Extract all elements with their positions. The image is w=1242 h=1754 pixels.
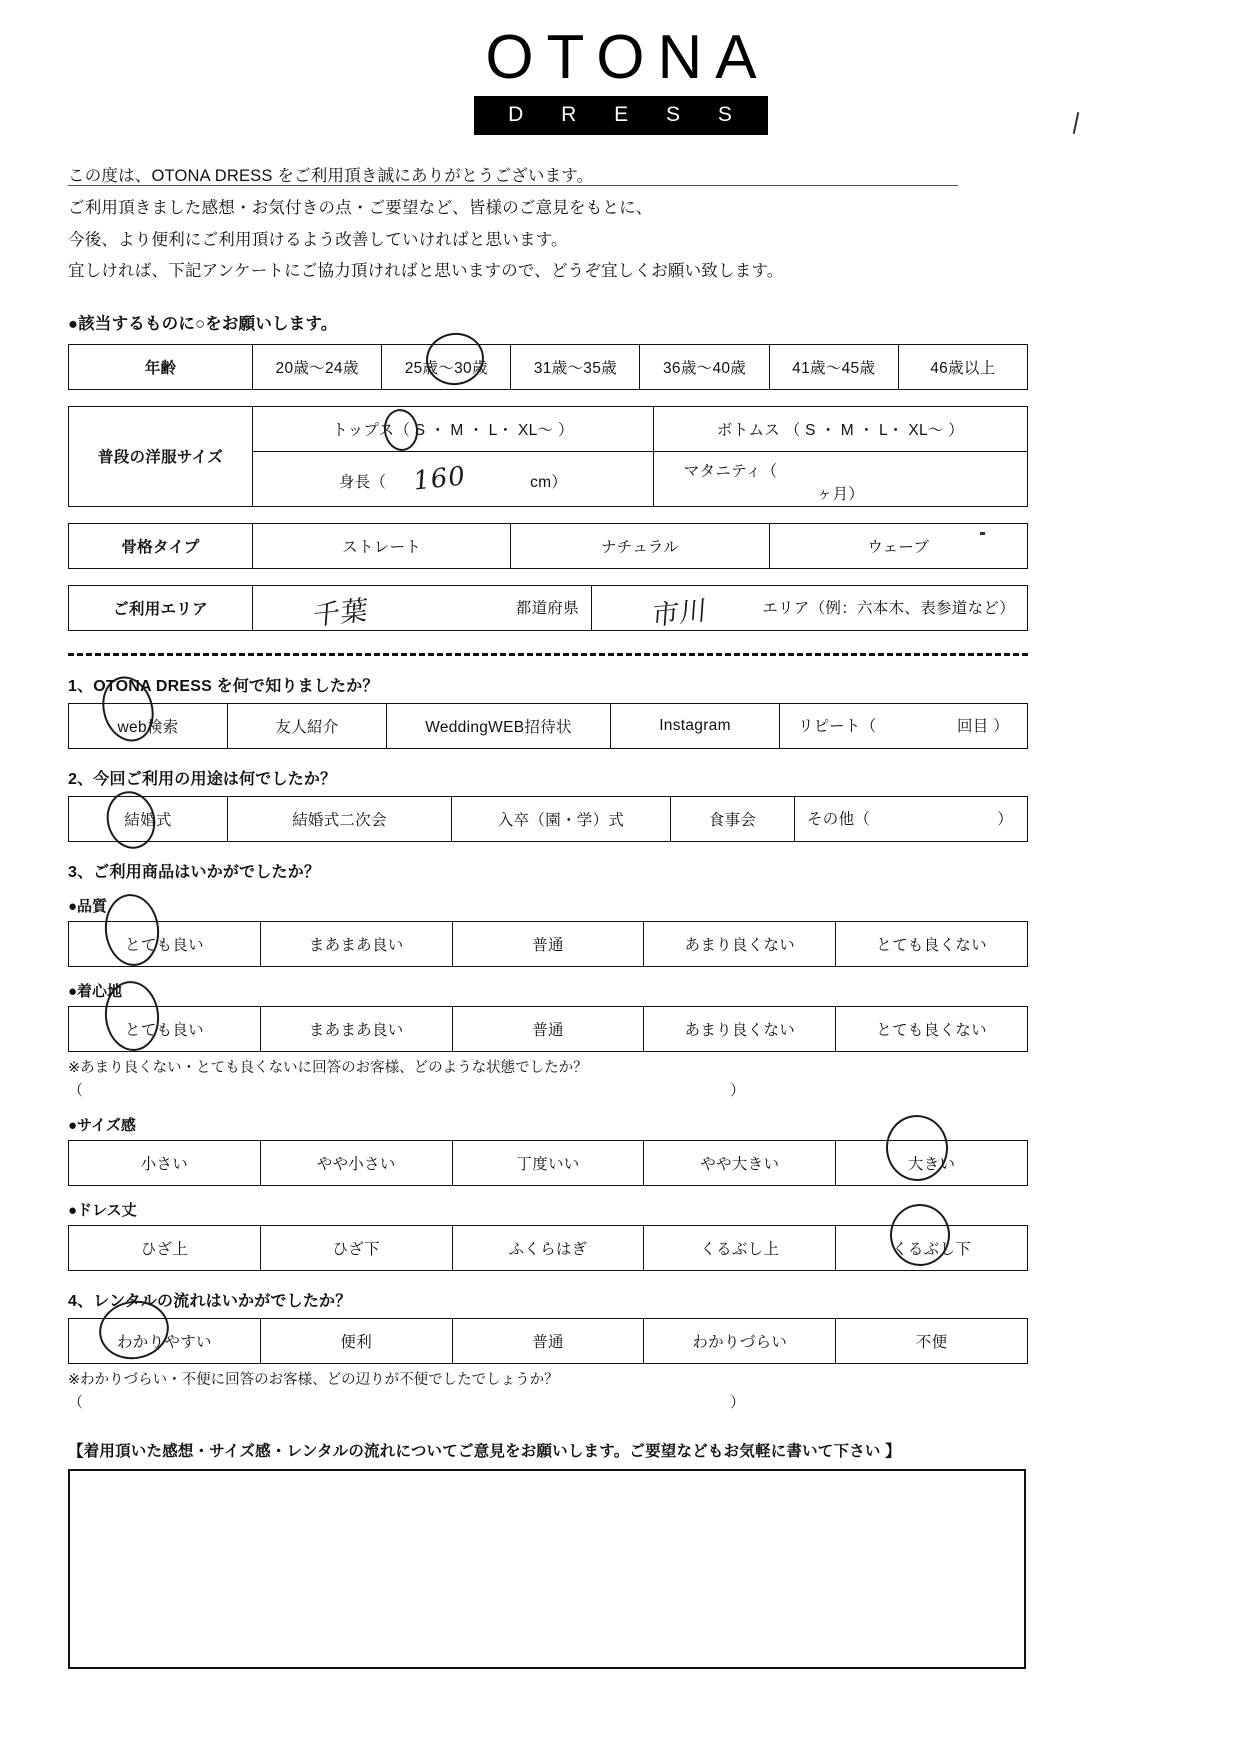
- length-option-above-knee[interactable]: ひざ上: [69, 1225, 261, 1270]
- q1-option-friend[interactable]: 友人紹介: [228, 703, 387, 748]
- q3-title: 3、ご利用商品はいかがでしたか？: [68, 863, 321, 881]
- q2-option-afterparty[interactable]: 結婚式二次会: [228, 796, 452, 841]
- q3-size-feel-row: [69, 1140, 1028, 1185]
- skeleton-option-straight[interactable]: ストレート: [253, 523, 511, 568]
- area-sublabel: エリア（例：六本木、表参道など）: [762, 599, 1015, 617]
- q3-dress-length-row: [69, 1225, 1028, 1270]
- age-option-41-45[interactable]: 41歳〜45歳: [769, 344, 898, 389]
- q2-selection-circle: [101, 786, 162, 854]
- paren-open-q4: （: [68, 1393, 84, 1411]
- height-unit: cm）: [530, 473, 568, 491]
- age-row: [69, 344, 1028, 389]
- height-label: 身長（: [338, 473, 387, 491]
- q2-option-ceremony[interactable]: 入卒（園・学）式: [452, 796, 671, 841]
- q2-other-label: その他（: [807, 810, 871, 828]
- q4-option-hard[interactable]: わかりづらい: [644, 1318, 836, 1363]
- height-value: 160: [411, 460, 467, 497]
- comfort-option-not-good[interactable]: あまり良くない: [644, 1006, 836, 1051]
- q3-dress-length-table: [68, 1225, 1028, 1271]
- q3-comfort-row: [69, 1006, 1028, 1051]
- comfort-option-normal[interactable]: 普通: [452, 1006, 644, 1051]
- intro-paragraph: [68, 161, 1242, 288]
- area-value: 市川: [650, 594, 709, 633]
- skeleton-row: [69, 523, 1028, 568]
- age-option-20-24[interactable]: 20歳〜24歳: [253, 344, 382, 389]
- maternity-label: マタニティ（: [683, 462, 778, 480]
- age-label: 年齢: [69, 344, 253, 389]
- q2-table: [68, 796, 1028, 842]
- tops-selection-circle: [381, 407, 421, 453]
- length-option-above-ankle[interactable]: くるぶし上: [644, 1225, 836, 1270]
- tops-size-cell[interactable]: トップス（ S ・ M ・ L・ XL〜 ）: [253, 406, 654, 451]
- q3-quality-table: [68, 921, 1028, 967]
- q1-option-instagram[interactable]: Instagram: [611, 703, 780, 748]
- skeleton-type-table: [68, 523, 1028, 569]
- age-option-36-40[interactable]: 36歳〜40歳: [640, 344, 769, 389]
- size-row-top: [69, 406, 1028, 451]
- stray-dot: [980, 532, 985, 535]
- quality-option-normal[interactable]: 普通: [452, 921, 644, 966]
- q1-repeat-unit: 回目 ）: [956, 717, 1009, 735]
- circle-instruction: ●該当するものに○をお願いします。: [68, 314, 338, 333]
- intro-line-2: ご利用頂きました感想・お気付きの点・ご要望など、皆様のご意見をもとに、: [68, 198, 653, 217]
- q2-option-other[interactable]: [795, 796, 1028, 841]
- q4-answer-field[interactable]: [68, 1391, 1242, 1413]
- q2-option-dinner[interactable]: 食事会: [671, 796, 795, 841]
- q1-option-weddingweb[interactable]: WeddingWEB招待状: [387, 703, 611, 748]
- comfort-option-very-bad[interactable]: とても良くない: [836, 1006, 1028, 1051]
- prefecture-sublabel: 都道府県: [515, 599, 579, 617]
- paren-close: ）: [730, 1081, 746, 1099]
- q4-title: 4、レンタルの流れはいかがでしたか？: [68, 1292, 352, 1310]
- area-row: [69, 585, 1028, 630]
- q1-row: [69, 703, 1028, 748]
- sizefeel-option-small[interactable]: 小さい: [69, 1140, 261, 1185]
- age-option-46-plus[interactable]: 46歳以上: [898, 344, 1027, 389]
- comfort-option-fairly-good[interactable]: まあまあ良い: [260, 1006, 452, 1051]
- length-option-below-ankle[interactable]: くるぶし下: [836, 1225, 1028, 1270]
- skeleton-option-wave[interactable]: ウェーブ: [769, 523, 1027, 568]
- q4-option-easy[interactable]: わかりやすい: [69, 1318, 261, 1363]
- selection-circle: [423, 329, 488, 389]
- bottoms-size-cell[interactable]: ボトムス （ S ・ M ・ L・ XL〜 ）: [654, 406, 1028, 451]
- q1-option-repeat[interactable]: [780, 703, 1028, 748]
- comfort-option-very-good[interactable]: とても良い: [69, 1006, 261, 1051]
- length-option-calf[interactable]: ふくらはぎ: [452, 1225, 644, 1270]
- area-table: [68, 585, 1028, 631]
- intro-line-1: この度は、OTONA DRESS をご利用頂き誠にありがとうございます。: [68, 167, 594, 186]
- section-divider: [68, 653, 1028, 656]
- q3-dress-length-label: ●ドレス丈: [68, 1201, 137, 1219]
- sizefeel-option-slightly-large[interactable]: やや大きい: [644, 1140, 836, 1185]
- intro-line-3: 今後、より便利にご利用頂けるよう改善していければと思います。: [68, 230, 568, 249]
- logo-wordmark: OTONA: [485, 23, 770, 92]
- age-option-25-30[interactable]: 25歳〜30歳: [382, 344, 511, 389]
- q4-table: [68, 1318, 1028, 1364]
- quality-option-very-bad[interactable]: とても良くない: [836, 921, 1028, 966]
- q4-row: [69, 1318, 1028, 1363]
- q4-note: ※わかりづらい・不便に回答のお客様、どの辺りが不便でしたでしょうか？: [68, 1371, 559, 1388]
- q4-option-convenient[interactable]: 便利: [260, 1318, 452, 1363]
- comment-box[interactable]: [68, 1469, 1026, 1669]
- maternity-cell[interactable]: [654, 451, 1028, 506]
- brand-logo: [0, 0, 1242, 135]
- comment-title: 【着用頂いた感想・サイズ感・レンタルの流れについてご意見をお願いします。ご要望などもお気軽に書いて下さい 】: [68, 1442, 901, 1460]
- q2-row: [69, 796, 1028, 841]
- age-option-31-35[interactable]: 31歳〜35歳: [511, 344, 640, 389]
- quality-option-fairly-good[interactable]: まあまあ良い: [260, 921, 452, 966]
- q1-title: 1、OTONA DRESS を何で知りましたか？: [68, 677, 379, 695]
- quality-option-very-good[interactable]: とても良い: [69, 921, 261, 966]
- q2-title: 2、今回ご利用の用途は何でしたか？: [68, 770, 337, 788]
- q2-other-close: ）: [997, 810, 1013, 828]
- skeleton-option-natural[interactable]: ナチュラル: [511, 523, 769, 568]
- q3-comfort-answer-field[interactable]: [68, 1079, 1242, 1101]
- age-table: [68, 344, 1028, 390]
- q2-option-wedding[interactable]: 結婚式: [69, 796, 228, 841]
- logo-subtitle-bar: D R E S S: [474, 96, 768, 135]
- paren-open: （: [68, 1081, 84, 1099]
- quality-option-not-good[interactable]: あまり良くない: [644, 921, 836, 966]
- clothing-size-table: [68, 406, 1028, 507]
- q3-comfort-table: [68, 1006, 1028, 1052]
- q4-option-inconvenient[interactable]: 不便: [836, 1318, 1028, 1363]
- skeleton-label: 骨格タイプ: [69, 523, 253, 568]
- sizefeel-option-slightly-small[interactable]: やや小さい: [260, 1140, 452, 1185]
- area-label: ご利用エリア: [69, 585, 253, 630]
- area-name-cell[interactable]: [592, 585, 1028, 633]
- q3-quality-label: ●品質: [68, 897, 108, 915]
- q3-quality-row: [69, 921, 1028, 966]
- length-option-below-knee[interactable]: ひざ下: [260, 1225, 452, 1270]
- q1-table: [68, 703, 1028, 749]
- q3-comfort-note: ※あまり良くない・とても良くないに回答のお客様、どのような状態でしたか？: [68, 1059, 588, 1076]
- q4-option-normal[interactable]: 普通: [452, 1318, 644, 1363]
- height-cell[interactable]: [253, 451, 654, 506]
- prefecture-cell[interactable]: [253, 585, 592, 633]
- q1-repeat-label: リピート（: [798, 717, 877, 735]
- q3-size-feel-label: ●サイズ感: [68, 1116, 136, 1134]
- sizefeel-option-large[interactable]: 大きい: [836, 1140, 1028, 1185]
- sizefeel-option-just-right[interactable]: 丁度いい: [452, 1140, 644, 1185]
- intro-line-4: 宜しければ、下記アンケートにご協力頂ければと思いますので、どうぞ宜しくお願い致します。: [68, 262, 784, 281]
- maternity-unit: ヶ月）: [816, 485, 865, 503]
- q3-size-feel-table: [68, 1140, 1028, 1186]
- paren-close-q4: ）: [730, 1393, 746, 1411]
- q1-option-web[interactable]: web検索: [69, 703, 228, 748]
- prefecture-value: 千葉: [311, 594, 370, 633]
- clothing-size-label: 普段の洋服サイズ: [69, 406, 253, 506]
- q3-comfort-label: ●着心地: [68, 982, 123, 1000]
